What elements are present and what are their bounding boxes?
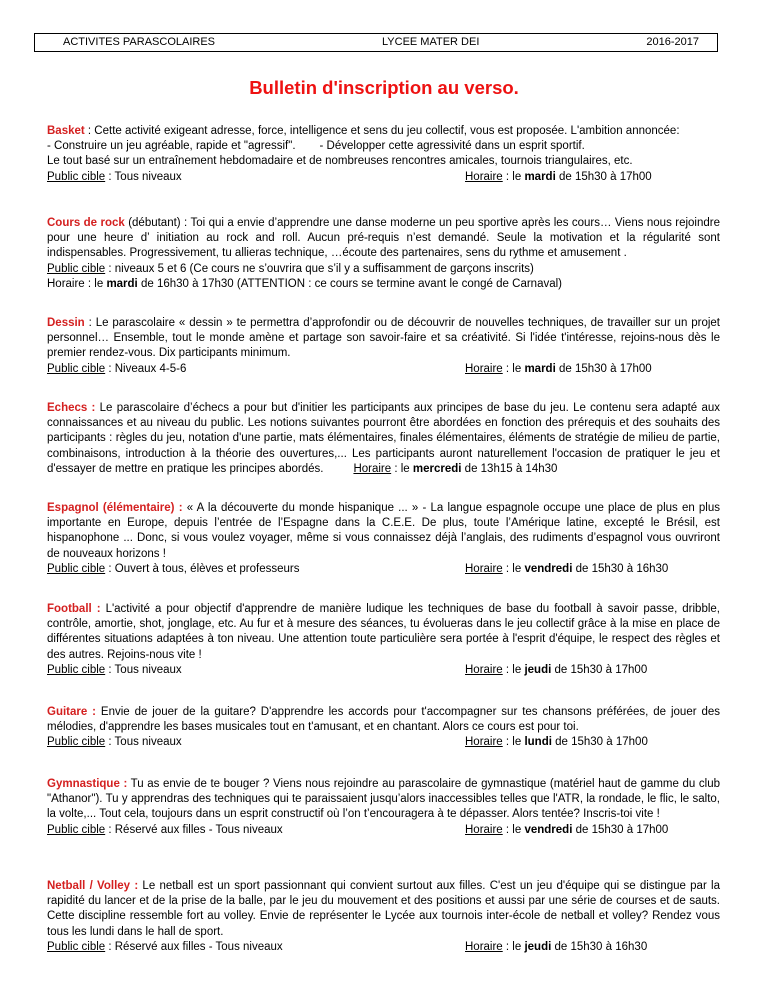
public-value: : Niveaux 4-5-6 bbox=[105, 362, 187, 375]
public-value: : Tous niveaux bbox=[105, 736, 182, 749]
public-label: Public cible bbox=[47, 562, 106, 575]
activity-line: Le tout basé sur un entraînement hebdomadaire et de nombreuses rencontres amicales, tournois triangulaires, etc. bbox=[47, 155, 633, 168]
activity-description: : Le parascolaire « dessin » te permettra d’approfondir ou de découvrir de nouvelles techniques, de travailler sur un projet personnel… Ensemble, tout le monde amène et partage son savoir-faire et sa créativité. Si l'idée t'intéresse, rejoins-nous dès le premier rendez-vous. Dix participants minimum. bbox=[47, 317, 720, 360]
horaire-prefix: Horaire : le bbox=[47, 277, 107, 290]
public-label: Public cible bbox=[47, 823, 106, 836]
activity-name: Basket bbox=[47, 125, 85, 137]
section-echecs bbox=[47, 401, 720, 477]
public-label: Public cible bbox=[47, 262, 106, 275]
activity-description: L'activité a pour objectif d'apprendre de manière ludique les techniques de base du football à savoir passe, dribble, contrôle, amortie, shot, jonglage, etc. Au fur et à mesure des séances, tu évolueras dans le jeu collectif grâce à la mise en place de différentes situations adaptées à ton niveau. Une attention toute particulière sera portée à l'esprit d'équipe, le respect des règles et des autres. Rejoins-nous vite ! bbox=[47, 603, 720, 661]
activity-name: Dessin bbox=[47, 317, 85, 329]
horaire-label: Horaire bbox=[465, 362, 503, 375]
public-label: Public cible bbox=[47, 362, 106, 375]
section-basket bbox=[47, 124, 720, 185]
public-label: Public cible bbox=[47, 170, 106, 183]
public-label: Public cible bbox=[47, 663, 106, 676]
section-espagnol bbox=[47, 501, 720, 577]
section-gymnastique bbox=[47, 777, 720, 838]
activity-name: Espagnol (élémentaire) : bbox=[47, 502, 183, 514]
activity-name: Cours de rock bbox=[47, 217, 125, 229]
activity-description: Le parascolaire d’échecs a pour but d'initier les participants aux principes de base du jeu. Le contenu sera adapté aux connaissances et au niveau du public. Les notions suivantes pourront être abordées en fonction des prérequis et des souhaits des participants : règles du jeu, notation d'une partie, mats élémentaires, finales élémentaires, éléments de stratégie de milieu de partie, combinaisons, introduction à la théorie des ouvertures,... Les participants auront naturellement l'occasion de pratiquer le jeu et d'essayer de mettre en pratique les principes abordés. bbox=[47, 402, 720, 475]
header-right: 2016-2017 bbox=[646, 35, 699, 48]
horaire-day: vendredi bbox=[524, 823, 573, 836]
section-football bbox=[47, 602, 720, 678]
page-header bbox=[34, 33, 718, 52]
horaire-time: de 15h30 à 17h00 bbox=[551, 663, 648, 676]
horaire-day: mardi bbox=[524, 170, 556, 183]
horaire-time: de 16h30 à 17h30 (ATTENTION : ce cours se termine avant le congé de Carnaval) bbox=[137, 277, 562, 290]
horaire-sep: : le bbox=[502, 940, 525, 953]
horaire-time: de 15h30 à 16h30 bbox=[572, 562, 669, 575]
header-center: LYCEE MATER DEI bbox=[382, 35, 480, 48]
public-value: : Réservé aux filles - Tous niveaux bbox=[105, 940, 283, 953]
horaire-sep: : le bbox=[502, 736, 525, 749]
horaire-time: de 15h30 à 17h00 bbox=[572, 823, 669, 836]
horaire-sep: : le bbox=[502, 170, 525, 183]
horaire-label: Horaire bbox=[465, 736, 503, 749]
horaire-sep: : le bbox=[502, 663, 525, 676]
horaire-label: Horaire bbox=[465, 663, 503, 676]
public-label: Public cible bbox=[47, 736, 106, 749]
horaire-label: Horaire bbox=[465, 562, 503, 575]
horaire-sep: : le bbox=[502, 823, 525, 836]
public-value: : Réservé aux filles - Tous niveaux bbox=[105, 823, 283, 836]
activity-line: - Développer cette agressivité dans un esprit sportif. bbox=[319, 140, 585, 153]
public-value: : Ouvert à tous, élèves et professeurs bbox=[105, 562, 300, 575]
horaire-day: vendredi bbox=[524, 562, 573, 575]
horaire-day: mardi bbox=[524, 362, 556, 375]
horaire-day: mardi bbox=[106, 277, 138, 290]
public-value: : Tous niveaux bbox=[105, 170, 182, 183]
horaire-day: jeudi bbox=[524, 663, 552, 676]
horaire-day: jeudi bbox=[524, 940, 552, 953]
activity-name: Echecs : bbox=[47, 402, 96, 414]
header-left: ACTIVITES PARASCOLAIRES bbox=[63, 35, 216, 48]
horaire-label: Horaire bbox=[465, 170, 503, 183]
section-netball bbox=[47, 879, 720, 955]
horaire-time: de 15h30 à 17h00 bbox=[555, 170, 652, 183]
public-value: : Tous niveaux bbox=[105, 663, 182, 676]
horaire-label: Horaire bbox=[353, 462, 392, 475]
horaire-time: de 15h30 à 17h00 bbox=[551, 736, 648, 749]
horaire-label: Horaire bbox=[465, 823, 503, 836]
activity-description: Le netball est un sport passionnant qui convient surtout aux filles. C'est un jeu d'équipe qui se distingue par la rapidité du lancer et de la prise de la balle, par le jeu du mouvement et des positions et aussi par une série de courses et de sauts. Cette discipline ressemble fort au volley. Envie de représenter le Lycée aux tournois inter-école de netball et volley? Rendez vous tous les lundi dans le hall de sport. bbox=[47, 880, 720, 938]
horaire-sep: : le bbox=[391, 462, 413, 475]
horaire-day: mercredi bbox=[412, 462, 462, 475]
activity-name: Guitare : bbox=[47, 706, 96, 718]
section-dessin bbox=[47, 316, 720, 377]
section-rock bbox=[47, 216, 720, 292]
horaire-day: lundi bbox=[524, 736, 552, 749]
activity-line: - Construire un jeu agréable, rapide et "agressif". bbox=[47, 140, 296, 153]
activity-description: Envie de jouer de la guitare? D'apprendre les accords pour t'accompagner sur tes chansons préférées, de jouer des mélodies, d'apprendre les bases musicales tout en t'amusant, et en chantant. Alors ce cours est pour toi. bbox=[47, 706, 720, 734]
activity-name: Football : bbox=[47, 603, 101, 615]
horaire-time: de 15h30 à 17h00 bbox=[555, 362, 652, 375]
public-value: : niveaux 5 et 6 (Ce cours ne s’ouvrira que s’il y a suffisamment de garçons inscrits) bbox=[105, 262, 534, 275]
activity-name: Gymnastique : bbox=[47, 778, 128, 790]
horaire-label: Horaire bbox=[465, 940, 503, 953]
page-title: Bulletin d'inscription au verso. bbox=[249, 77, 519, 98]
activity-name: Netball / Volley : bbox=[47, 880, 139, 892]
public-label: Public cible bbox=[47, 940, 106, 953]
activity-line: : Cette activité exigeant adresse, force, intelligence et sens du jeu collectif, vous est proposée. L'ambition annoncée: bbox=[84, 125, 680, 137]
activity-description: (débutant) : Toi qui a envie d’apprendre une danse moderne un peu sportive après les cours… Viens nous rejoindre pour une heure d’ initiation au rock and roll. Aucun pré-requis n’est demandé. Seule la motivation et la régularité sont indispensables. Progressivement, tu allieras technique, …écoute des partenaires, sens du rythme et amusement . bbox=[47, 217, 720, 260]
horaire-time: de 13h15 à 14h30 bbox=[461, 462, 558, 475]
horaire-time: de 15h30 à 16h30 bbox=[551, 940, 648, 953]
activity-description: Tu as envie de te bouger ? Viens nous rejoindre au parascolaire de gymnastique (matériel haut de gamme du club "Athanor"). Tu y apprendras des techniques qui te paraissaient jusqu’alors inaccessibles telles que l'ATR, la rondade, le flic, le salto, la volte,... Tout cela, toujours dans un esprit constructif où l’on t’encouragera à te dépasser. Alors tentée? Inscris-toi vite ! bbox=[47, 778, 720, 821]
section-guitare bbox=[47, 705, 720, 751]
horaire-sep: : le bbox=[502, 362, 525, 375]
horaire-sep: : le bbox=[502, 562, 525, 575]
activity-description: « A la découverte du monde hispanique ... » - La langue espagnole occupe une place de plus en plus importante en Europe, depuis l’entrée de l’Espagne dans la C.E.E. De plus, toute l’Amérique latine, excepté le Brésil, est hispanophone ... Donc, si vous voulez voyager, même si vous connaissez déjà l’anglais, des rudiments d’espagnol vous ouvriront de nouveaux horizons ! bbox=[47, 502, 721, 560]
